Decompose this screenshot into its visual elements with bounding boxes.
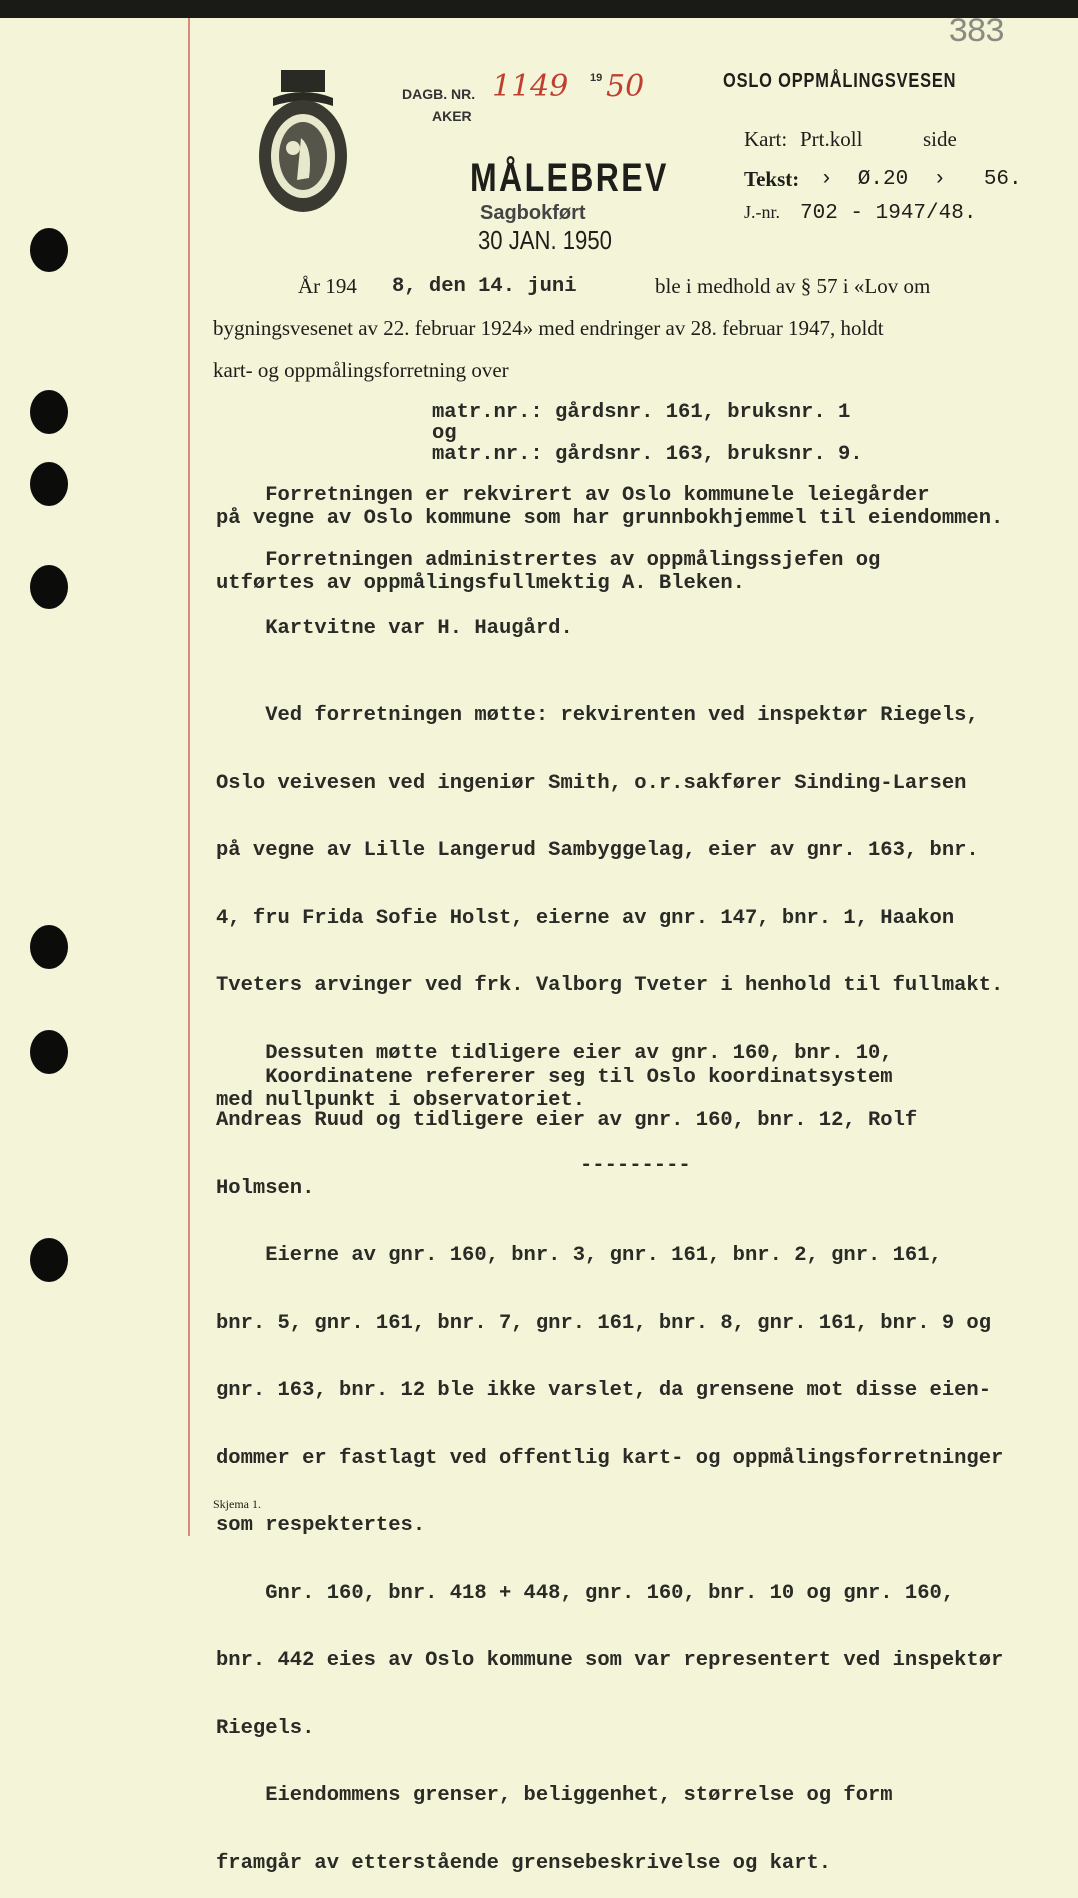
text-line: Gnr. 160, bnr. 418 + 448, gnr. 160, bnr. 10 og gnr. 160, <box>216 1581 955 1605</box>
punch-hole <box>30 1238 68 1282</box>
text-line: gnr. 163, bnr. 12 ble ikke varslet, da grensene mot disse eien- <box>216 1379 992 1402</box>
kart-value: Prt.koll <box>800 127 863 151</box>
punch-hole <box>30 925 68 969</box>
text-line: på vegne av Oslo kommune som har grunnbokhjemmel til eiendommen. <box>216 506 1004 530</box>
text-line: med nullpunkt i observatoriet. <box>216 1088 586 1112</box>
matr-line: og <box>432 422 457 445</box>
text-line: Eiendommens grenser, beliggenhet, størrelse og form <box>216 1784 893 1807</box>
dagb-number-handwritten: 1149 <box>492 69 569 104</box>
matr-list <box>432 402 863 465</box>
jnr-value: 702 - 1947/48. <box>800 202 977 225</box>
text-line: som respektertes. <box>216 1514 426 1537</box>
stamp-date: 30 JAN. 1950 <box>478 225 612 255</box>
form-footer: Skjema 1. <box>213 1497 261 1511</box>
paragraph-koordinater <box>216 1067 893 1112</box>
text-line: bnr. 5, gnr. 161, bnr. 7, gnr. 161, bnr. 8, gnr. 161, bnr. 9 og <box>216 1311 992 1335</box>
matr-line: matr.nr.: gårdsnr. 161, bruksnr. 1 <box>432 401 851 424</box>
text-line: Forretningen er rekvirert av Oslo kommunele leiegårder <box>216 484 930 507</box>
text-line: framgår av etterstående grensebeskrivelse og kart. <box>216 1851 832 1875</box>
stamp-tinglyst: Sagbokført <box>480 202 586 224</box>
text-line: 4, fru Frida Sofie Holst, eierne av gnr. 147, bnr. 1, Haakon <box>216 906 955 930</box>
punch-hole <box>30 1030 68 1074</box>
dagb-year-handwritten: 50 <box>606 69 645 104</box>
office-name: OSLO OPPMÅLINGSVESEN <box>723 70 957 92</box>
matr-line: matr.nr.: gårdsnr. 163, bruksnr. 9. <box>432 443 863 466</box>
page-number: 383 <box>948 14 1004 52</box>
text-line: Kartvitne var H. Haugård. <box>216 617 573 640</box>
text-line: Eierne av gnr. 160, bnr. 3, gnr. 161, bnr. 2, gnr. 161, <box>216 1244 942 1267</box>
paragraph-administrert <box>216 550 880 595</box>
separator-line: --------- <box>580 1154 691 1177</box>
margin-line <box>188 18 190 1536</box>
punch-hole <box>30 390 68 434</box>
document-title: MÅLEBREV <box>470 156 669 200</box>
kart-label: Kart: <box>744 127 788 151</box>
punch-hole <box>30 228 68 272</box>
punch-hole <box>30 565 68 609</box>
intro-date: 8, den 14. juni <box>392 275 577 298</box>
text-line: på vegne av Lille Langerud Sambyggelag, eier av gnr. 163, bnr. <box>216 839 979 862</box>
text-line: Oslo veivesen ved ingeniør Smith, o.r.sakfører Sinding-Larsen <box>216 771 967 795</box>
text-line: Tveters arvinger ved frk. Valborg Tveter i henhold til fullmakt. <box>216 974 1004 997</box>
text-line: Holmsen. <box>216 1176 315 1200</box>
dagb-label: DAGB. NR. <box>402 86 476 102</box>
punch-hole <box>30 462 68 506</box>
intro-year: År 194 <box>298 274 357 298</box>
text-line: Riegels. <box>216 1716 315 1740</box>
tekst-value: › Ø.20 › 56. <box>820 168 1022 191</box>
paragraph-motte <box>216 660 1003 1898</box>
intro-line1: ble i medhold av § 57 i «Lov om <box>655 274 931 298</box>
dagb-year-prefix: 19 <box>590 72 603 84</box>
text-line: dommer er fastlagt ved offentlig kart- og oppmålingsforretninger <box>216 1446 1004 1470</box>
paragraph-rekvirert <box>216 485 1003 530</box>
paragraph-kartvitne <box>216 618 573 641</box>
text-line: Andreas Ruud og tidligere eier av gnr. 160, bnr. 12, Rolf <box>216 1109 918 1132</box>
text-line: utførtes av oppmålingsfullmektig A. Bleken. <box>216 571 745 595</box>
side-label: side <box>923 127 957 151</box>
text-line: Forretningen administrertes av oppmålingssjefen og <box>216 549 881 572</box>
tekst-label: Tekst: <box>744 167 800 191</box>
scan-top-edge <box>0 0 1078 18</box>
intro-line3: kart- og oppmålingsforretning over <box>213 358 509 382</box>
jnr-label: J.-nr. <box>744 202 780 222</box>
intro-line2: bygningsvesenet av 22. februar 1924» med endringer av 28. februar 1947, holdt <box>213 316 884 340</box>
oslo-coat-of-arms-seal <box>255 68 351 218</box>
text-line: Ved forretningen møtte: rekvirenten ved inspektør Riegels, <box>216 704 979 727</box>
aker-label: AKER <box>432 108 472 124</box>
text-line: bnr. 442 eies av Oslo kommune som var representert ved inspektør <box>216 1649 1004 1672</box>
text-line: Dessuten møtte tidligere eier av gnr. 160, bnr. 10, <box>216 1041 893 1065</box>
text-line: Koordinatene refererer seg til Oslo koordinatsystem <box>216 1066 893 1089</box>
